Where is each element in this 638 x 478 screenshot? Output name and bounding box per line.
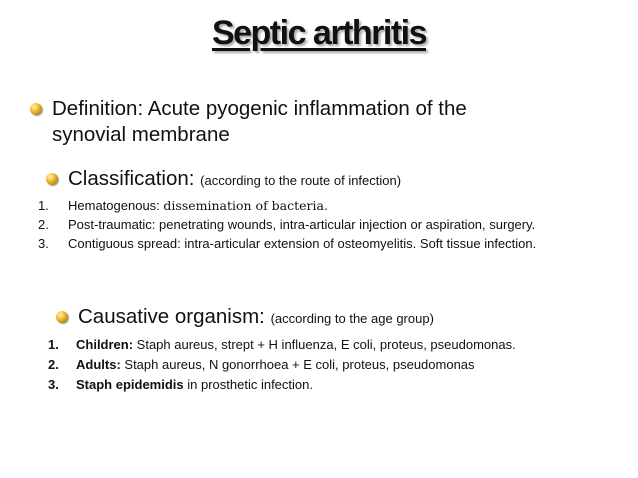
bullet-icon (30, 103, 42, 115)
causative-note: (according to the age group) (270, 311, 434, 326)
slide-title: Septic arthritis (211, 14, 427, 52)
list-item (38, 235, 598, 252)
list-label: Staph epidemidis (76, 377, 184, 392)
causative-label: Causative organism: (78, 305, 265, 328)
list-label: Children: (76, 337, 134, 352)
list-text: in prosthetic infection. (183, 377, 313, 392)
list-item (48, 335, 618, 355)
list-number: 2. (38, 217, 49, 232)
list-item (48, 355, 618, 375)
list-item (48, 375, 618, 395)
list-number: 3. (38, 236, 49, 251)
list-text: Post-traumatic: penetrating wounds, intra-articular injection or aspiration, surgery. (68, 217, 536, 232)
list-number: 3. (48, 377, 59, 392)
bullet-icon (46, 173, 58, 185)
list-text-serif: dissemination of bacteria. (163, 198, 328, 213)
causative-list (48, 335, 618, 395)
list-text: Hematogenous: (68, 198, 164, 213)
definition-line-1: Definition: Acute pyogenic inflammation of the (52, 97, 467, 120)
classification-list (38, 197, 598, 254)
list-number: 2. (48, 357, 59, 372)
list-number: 1. (38, 198, 49, 213)
classification-label: Classification: (68, 167, 195, 190)
definition-line-2: synovial membrane (52, 123, 230, 146)
list-text: Staph aureus, N gonorrhoea + E coli, proteus, pseudomonas (120, 357, 475, 372)
list-text: Staph aureus, strept + H influenza, E coli, proteus, pseudomonas. (133, 337, 516, 352)
bullet-icon (56, 311, 68, 323)
list-item (38, 197, 598, 214)
classification-heading (68, 166, 608, 194)
list-number: 1. (48, 337, 59, 352)
causative-heading (78, 304, 618, 332)
list-item (38, 216, 598, 233)
list-text: Contiguous spread: intra-articular extension of osteomyelitis. Soft tissue infection. (68, 236, 537, 251)
classification-note: (according to the route of infection) (200, 173, 402, 188)
definition-text (52, 96, 612, 148)
list-label: Adults: (76, 357, 121, 372)
